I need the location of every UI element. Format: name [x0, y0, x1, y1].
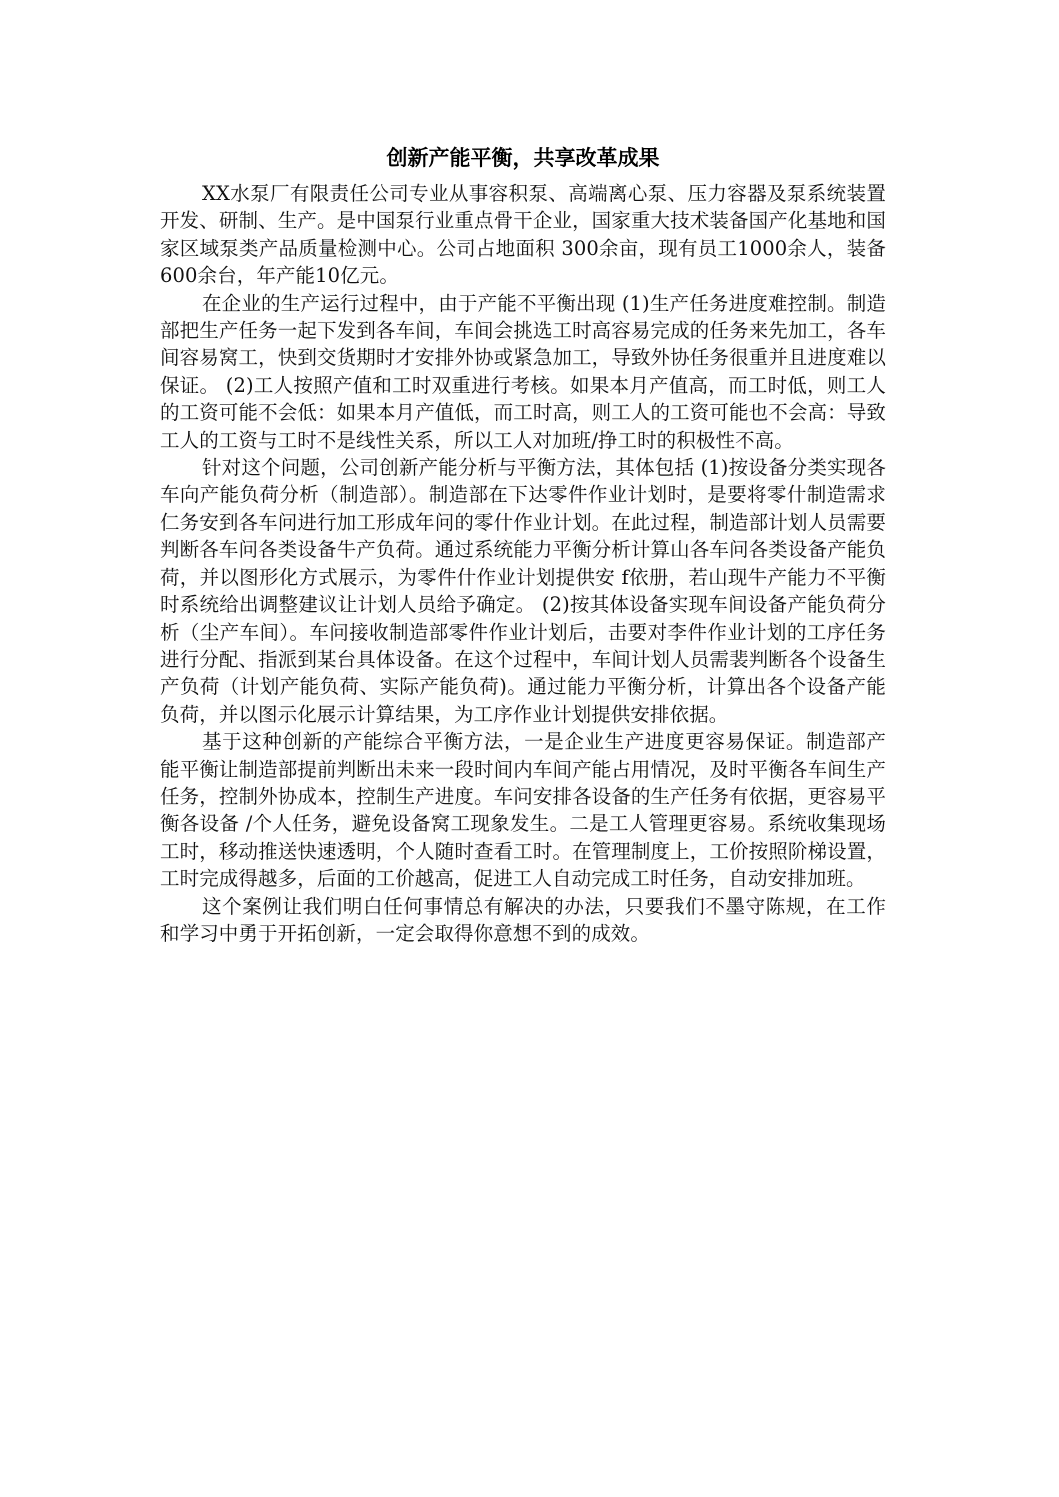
document-title: 创新产能平衡，共享改革成果 [386, 145, 660, 170]
paragraph-company-intro: XX水泵厂有限责任公司专业从事容积泵、高端离心泵、压力容器及泵系统装置开发、研制、生产。是中国泵行业重点骨干企业，国家重大技术装备国产化基地和国家区域泵类产品质量检测中心。公司占地面积 300余亩，现有员工1000余人，装备600余台，年产能10亿元。 [160, 182, 886, 288]
paragraph-solution: 针对这个问题，公司创新产能分析与平衡方法，其体包括 (1)按设备分类实现各车向产能负荷分析（制造部）。制造部在下达零件作业计划时，是要将零什制造需求仁务安到各车问进行加工形成年问的零什作业计划。在此过程，制造部计划人员需要判断各车问各类设备牛产负荷。通过系统能力平衡分析计算山各车问各类设备产能负荷，并以图形化方式展示，为零件什作业计划提供安 f依册，若山现牛产能力不平衡时系统给出调整建议让计划人员给予确定。 (2)按其体设备实现车间设备产能负荷分析（尘产车间）。车问接收制造部零件作业计划后，击要对李件作业计划的工序任务进行分配、指派到某台具体设备。在这个过程中，车间计划人员需裴判断各个设备生产负荷（计划产能负荷、实际产能负荷)。通过能力平衡分析，计算出各个设备产能负荷，并以图示化展示计算结果，为工序作业计划提供安排依据。 [160, 456, 886, 726]
paragraph-conclusion: 这个案例让我们明白任何事情总有解决的办法，只要我们不墨守陈规，在工作和学习中勇于开拓创新，一定会取得你意想不到的成效。 [160, 894, 886, 945]
paragraph-benefits: 基于这种创新的产能综合平衡方法，一是企业生产进度更容易保证。制造部产能平衡让制造部提前判断出未来一段时间内车间产能占用情况，及时平衡各车间生产任务，控制外协成本，控制生产进度。车问安排各设备的生产任务有依据，更容易平衡各设备 /个人任务，避免设备窝工现象发生。二是工人管理更容易。系统收集现场工时，移动推送快速透明，个人随时查看工时。在管理制度上，工价按照阶梯设置，工时完成得越多，后面的工价越高，促进工人自动完成工时任务，自动安排加班。 [160, 730, 886, 891]
document-body [160, 180, 886, 947]
paragraph-problems: 在企业的生产运行过程中，由于产能不平衡出现 (1)生产任务进度难控制。制造部把生产任务一起下发到各车间，车间会挑选工时高容易完成的任务来先加工，各车间容易窝工，快到交货期时才安排外协或紧急加工，导致外协任务很重并且进度难以保证。 (2)工人按照产值和工时双重进行考核。如果本月产值高，而工时低，则工人的工资可能不会低：如果本月产值低，而工时高，则工人的工资可能也不会高：导致工人的工资与工时不是线性关系，所以工人对加班/挣工时的积极性不高。 [160, 291, 886, 452]
